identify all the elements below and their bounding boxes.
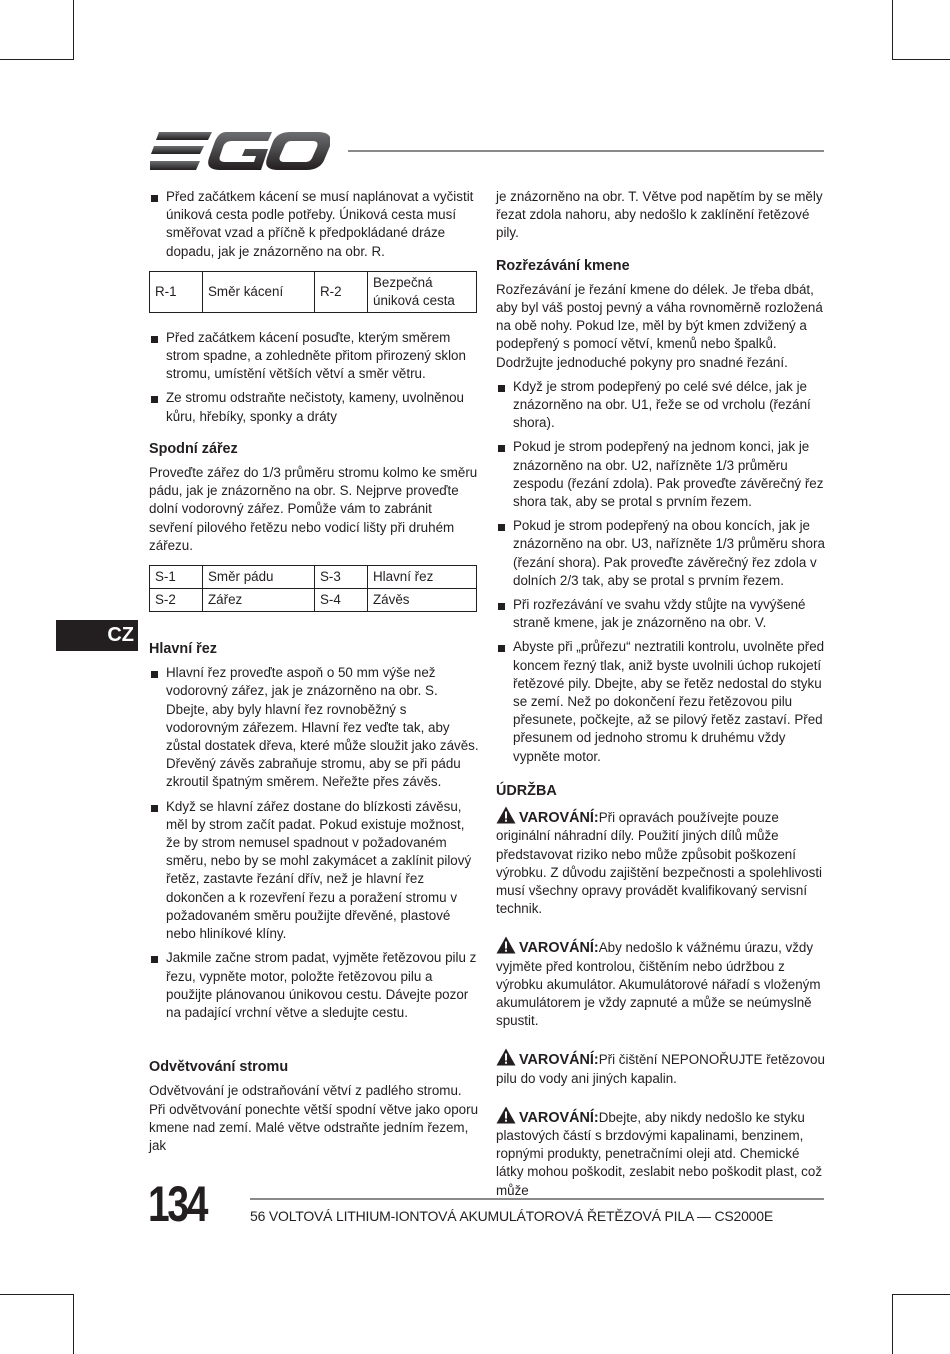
header-rule (348, 150, 824, 152)
table-cell: Závěs (368, 589, 477, 612)
table-row (150, 566, 477, 589)
warning-block (496, 936, 826, 1030)
bucking-list (496, 378, 826, 766)
section-heading-felling-cut: Hlavní řez (149, 641, 217, 658)
escape-route-list (149, 188, 479, 261)
paragraph: Rozřezávání je řezání kmene do délek. Je třeba dbát, aby byl váš postoj pevný a váha rovnoměrně rozložená na obě nohy. Pokud lze, měl by být kmen zdvižený a podepřený s pomocí větví, kmenů nebo špalků. Dodržujte jednoduché pokyny pro snadné řezání. (496, 281, 823, 370)
felling-cut-list (149, 664, 479, 1022)
warning-label: VAROVÁNÍ: (519, 1109, 599, 1126)
list-item: Před začátkem kácení posuďte, kterým směrem strom spadne, a zohledněte přitom přirozený sklon stromu, umístění větších větví a směr větru. (149, 329, 479, 384)
right-column (496, 188, 826, 1206)
list-item: Když se hlavní zářez dostane do blízkosti závěsu, měl by strom začít padat. Pokud existuje možnost, že by strom nemusel spadnout v požadovaném směru, nebo by se mohl zakymácet a zaklínit pilový řetěz, zastavte řezání dřív, než je hlavní řez dokončen a k rozevření řezu a poražení stromu v požadovaném směru použijte dřevěné, plastové nebo hliníkové klíny. (149, 798, 479, 944)
warning-block (496, 1106, 826, 1200)
table-cell: Směr kácení (203, 271, 315, 312)
crop-mark (73, 0, 74, 60)
warning-block (496, 806, 826, 918)
crop-mark (892, 1294, 893, 1354)
table-cell: R-2 (315, 271, 368, 312)
paragraph: Odvětvování je odstraňování větví z padlého stromu. Při odvětvování ponechte větší spodní větve jako oporu kmene nad zemí. Malé větve odstraňte jedním řezem, jak (149, 1083, 479, 1153)
list-item: Hlavní řez proveďte aspoň o 50 mm výše než vodorovný zářez, jak je znázorněno na obr. S. Dbejte, aby byly hlavní řez rovnoběžný s vodorovným zářezem. Hlavní řez veďte tak, aby zůstal dostatek dřeva, které může sloužit jako závěs. Dřevěný závěs zabraňuje stromu, aby se při pádu zkroutil špatným směrem. Neřežte přes závěs. (149, 664, 479, 791)
warning-text: Dbejte, aby nikdy nedošlo ke styku plastových částí s brzdovými kapalinami, benzinem, ropnými produkty, penetračními oleji atd. Chemické látky mohou poškodit, zeslabit nebo poškodit plast, což může (496, 1109, 823, 1198)
warning-text: Při opravách používejte pouze originální náhradní díly. Použití jiných dílů může představovat riziko nebo může způsobit poškození výrobku. Z důvodu zajištění bezpečnosti a spolehlivosti musí všechny opravy provádět kvalifikovaný servisní technik. (496, 810, 823, 917)
section-heading-maintenance: ÚDRŽBA (496, 782, 557, 799)
crop-mark (892, 59, 950, 60)
left-column (149, 188, 479, 1161)
list-item: Když je strom podepřený po celé své délce, jak je znázorněno na obr. U1, řeže se od vrcholu (řezání shora). (496, 378, 826, 433)
paragraph: je znázorněno na obr. T. Větve pod napětím by se měly řezat zdola nahoru, aby nedošlo k zaklínění řetězové pily. (496, 189, 823, 241)
warning-label: VAROVÁNÍ: (519, 810, 599, 827)
table-cell: R-1 (150, 271, 203, 312)
table-cell: S-1 (150, 566, 203, 589)
list-item: Pokud je strom podepřený na jednom konci, jak je znázorněno na obr. U2, nařízněte 1/3 průměru zespodu (řezání zdola). Pak proveďte závěrečný řez shora tak, aby se protal s prvním řezem. (496, 438, 826, 511)
paragraph: Proveďte zářez do 1/3 průměru stromu kolmo ke směru pádu, jak je znázorněno na obr. S. Nejprve proveďte dolní vodorovný zářez. Pomůže vám to zabránit sevření pilového řetězu nebo vodicí lišty při druhém zářezu. (149, 465, 478, 553)
warning-triangle-icon (496, 1048, 516, 1066)
table-cell: Hlavní řez (368, 566, 477, 589)
crop-mark (892, 0, 893, 60)
list-item: Ze stromu odstraňte nečistoty, kameny, uvolněnou kůru, hřebíky, sponky a dráty (149, 389, 479, 425)
felling-prep-list (149, 329, 479, 426)
crop-mark (0, 1294, 74, 1295)
table-cell: Směr pádu (203, 566, 315, 589)
language-tab: CZ (56, 620, 138, 651)
ego-logo (150, 130, 330, 172)
list-item: Jakmile začne strom padat, vyjměte řetězovou pilu z řezu, vypněte motor, položte řetězovou pilu a použijte plánovanou únikovou cestu. Dávejte pozor na padající vrchní větve a sledujte cestu. (149, 949, 479, 1022)
page-number: 134 (148, 1176, 207, 1232)
section-heading-bucking: Rozřezávání kmene (496, 257, 630, 274)
crop-mark (73, 1294, 74, 1354)
table-cell: S-4 (315, 589, 368, 612)
list-item: Abyste při „průřezu“ neztratili kontrolu, uvolněte před koncem řezný tlak, aniž byste uvolnili úchop rukojetí řetězové pily. Dbejte, aby se řetěz nedostal do styku se zemí. Než po dokončení řezu řetězovou pilu přesunete, počkejte, až se pilový řetěz zastaví. Před přesunem od jednoho stromu k druhému vždy vypněte motor. (496, 638, 826, 765)
warning-label: VAROVÁNÍ: (519, 940, 599, 957)
section-heading-notch: Spodní zářez (149, 440, 238, 457)
section-heading-limbing: Odvětvování stromu (149, 1059, 289, 1076)
warning-text: Aby nedošlo k vážnému úrazu, vždy vyjměte před kontrolou, čištěním nebo údržbou z výrobku akumulátor. Akumulátorové nářadí s vloženým akumulátorem je vždy zapnuté a může se neúmyslně spustit. (496, 940, 821, 1029)
warning-text: Při čištění NEPONOŘUJTE řetězovou pilu do vody ani jiných kapalin. (496, 1052, 825, 1086)
table-cell: Bezpečná úniková cesta (368, 271, 477, 312)
crop-mark (0, 59, 74, 60)
warning-triangle-icon (496, 936, 516, 954)
warning-label: VAROVÁNÍ: (519, 1052, 599, 1069)
warning-triangle-icon (496, 1106, 516, 1124)
table-row (150, 589, 477, 612)
warning-triangle-icon (496, 806, 516, 824)
list-item: Při rozřezávání ve svahu vždy stůjte na vyvýšené straně kmene, jak je znázorněno na obr. V. (496, 596, 826, 632)
table-cell: Zářez (203, 589, 315, 612)
table-cell: S-3 (315, 566, 368, 589)
figure-s-legend-table (149, 565, 477, 612)
list-item: Před začátkem kácení se musí naplánovat a vyčistit úniková cesta podle potřeby. Úniková cesta musí směřovat vzad a příčně k předpokládané dráze dopadu, jak je znázorněno na obr. R. (149, 188, 479, 261)
footer-title: 56 VOLTOVÁ LITHIUM-IONTOVÁ AKUMULÁTOROVÁ ŘETĚZOVÁ PILA — CS2000E (250, 1208, 773, 1224)
figure-r-legend-table (149, 271, 477, 313)
list-item: Pokud je strom podepřený na obou koncích, jak je znázorněno na obr. U3, nařízněte 1/3 průměru shora (řezání shora). Pak proveďte závěrečný řez zdola v dolních 2/3 tak, aby se protal s prvním řezem. (496, 517, 826, 590)
table-row (150, 271, 477, 312)
footer-rule (250, 1198, 824, 1200)
crop-mark (892, 1294, 950, 1295)
table-cell: S-2 (150, 589, 203, 612)
warning-block (496, 1048, 826, 1087)
